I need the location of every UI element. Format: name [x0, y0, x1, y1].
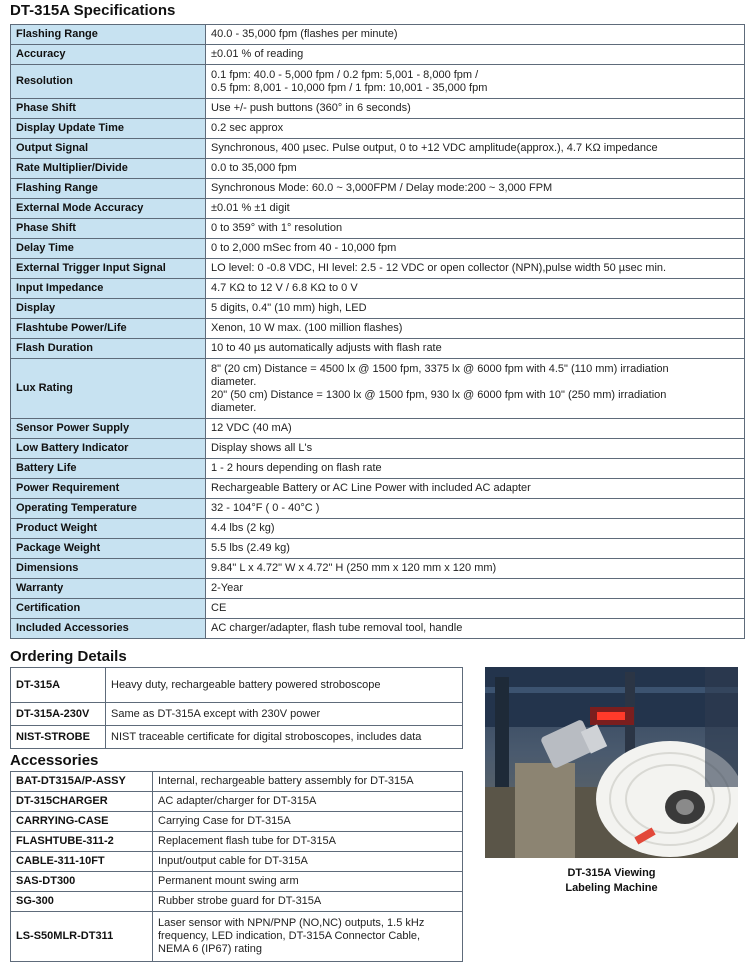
table-row [11, 65, 745, 99]
row-label: Sensor Power Supply [11, 419, 206, 439]
row-value-line: Carrying Case for DT-315A [158, 815, 291, 827]
row-value [106, 668, 463, 703]
row-value [206, 319, 745, 339]
row-value-line: NIST traceable certificate for digital stroboscopes, includes data [111, 730, 422, 743]
row-value-line: Internal, rechargeable battery assembly for DT-315A [158, 775, 414, 787]
row-value [106, 703, 463, 726]
table-row [11, 479, 745, 499]
row-value [206, 619, 745, 639]
row-value [206, 559, 745, 579]
row-value [206, 299, 745, 319]
photo-caption-line: DT-315A Viewing [567, 867, 656, 879]
row-value-line: diameter. [211, 375, 257, 388]
row-label: FLASHTUBE-311-2 [11, 832, 153, 852]
row-value [206, 539, 745, 559]
table-row [11, 772, 463, 792]
row-value-line: 0.1 fpm: 40.0 - 5,000 fpm / 0.2 fpm: 5,001 - 8,000 fpm / [211, 68, 479, 81]
table-row [11, 419, 745, 439]
row-value [206, 179, 745, 199]
row-value [206, 25, 745, 45]
accessories-title: Accessories [10, 752, 99, 769]
table-row [11, 279, 745, 299]
ordering-table [10, 667, 463, 749]
table-row [11, 299, 745, 319]
table-row [11, 159, 745, 179]
table-row [11, 579, 745, 599]
row-value [153, 772, 463, 792]
row-value [206, 139, 745, 159]
row-label: Display Update Time [11, 119, 206, 139]
row-value-line: 4.4 lbs (2 kg) [211, 522, 275, 534]
row-value-line: AC charger/adapter, flash tube removal tool, handle [211, 622, 463, 634]
table-row [11, 726, 463, 749]
row-label: Input Impedance [11, 279, 206, 299]
row-value [106, 726, 463, 749]
table-row [11, 559, 745, 579]
row-label: BAT-DT315A/P-ASSY [11, 772, 153, 792]
row-value-line: 4.7 KΩ to 12 V / 6.8 KΩ to 0 V [211, 282, 358, 294]
row-value [153, 792, 463, 812]
row-label: CABLE-311-10FT [11, 852, 153, 872]
row-value [206, 219, 745, 239]
row-value [153, 872, 463, 892]
row-value [206, 65, 745, 99]
row-value-line: Use +/- push buttons (360° in 6 seconds) [211, 102, 411, 114]
row-value [206, 279, 745, 299]
row-label: CARRYING-CASE [11, 812, 153, 832]
table-row [11, 459, 745, 479]
row-value [153, 852, 463, 872]
table-row [11, 892, 463, 912]
row-label: NIST-STROBE [11, 726, 106, 749]
row-label: Flash Duration [11, 339, 206, 359]
row-value-line: ±0.01 % of reading [211, 48, 304, 60]
table-row [11, 703, 463, 726]
row-value-line: LO level: 0 -0.8 VDC, HI level: 2.5 - 12 VDC or open collector (NPN),pulse width 50 µsec min. [211, 262, 667, 274]
photo-caption-line: Labeling Machine [565, 882, 658, 894]
table-row [11, 139, 745, 159]
photo-caption [485, 866, 738, 896]
row-label: Resolution [11, 65, 206, 99]
row-label: Included Accessories [11, 619, 206, 639]
table-row [11, 339, 745, 359]
accessories-table [10, 771, 463, 962]
row-label: Warranty [11, 579, 206, 599]
row-value-line: Laser sensor with NPN/PNP (NO,NC) outputs, 1.5 kHz [158, 917, 425, 929]
row-value-line: CE [211, 602, 227, 614]
row-label: Certification [11, 599, 206, 619]
table-row [11, 519, 745, 539]
table-row [11, 199, 745, 219]
row-value-line: Input/output cable for DT-315A [158, 855, 308, 867]
row-value [206, 419, 745, 439]
row-label: External Mode Accuracy [11, 199, 206, 219]
row-label: Product Weight [11, 519, 206, 539]
row-value-line: 0 to 2,000 mSec from 40 - 10,000 fpm [211, 242, 397, 254]
row-value [206, 339, 745, 359]
row-value-line: 10 to 40 µs automatically adjusts with flash rate [211, 342, 442, 354]
row-value-line: Synchronous Mode: 60.0 ~ 3,000FPM / Delay mode:200 ~ 3,000 FPM [211, 182, 553, 194]
row-value [206, 439, 745, 459]
row-value [206, 99, 745, 119]
row-value-line: 0 to 359° with 1° resolution [211, 222, 343, 234]
row-value-line: 0.5 fpm: 8,001 - 10,000 fpm / 1 fpm: 10,001 - 35,000 fpm [211, 81, 488, 94]
row-value-line: Permanent mount swing arm [158, 875, 299, 887]
row-label: LS-S50MLR-DT311 [11, 912, 153, 962]
row-value-line: 5 digits, 0.4" (10 mm) high, LED [211, 302, 367, 314]
spec-table [10, 24, 745, 639]
row-value [206, 459, 745, 479]
table-row [11, 25, 745, 45]
row-value [206, 45, 745, 65]
table-row [11, 599, 745, 619]
row-label: Flashing Range [11, 179, 206, 199]
row-label: Operating Temperature [11, 499, 206, 519]
table-row [11, 179, 745, 199]
row-value-line: Xenon, 10 W max. (100 million flashes) [211, 322, 403, 334]
row-value-line: 8" (20 cm) Distance = 4500 lx @ 1500 fpm, 3375 lx @ 6000 fpm with 4.5" (110 mm) irradiation [211, 362, 669, 375]
row-value-line: Rechargeable Battery or AC Line Power with included AC adapter [211, 482, 531, 494]
row-value-line: Display shows all L's [211, 442, 313, 454]
row-value-line: Heavy duty, rechargeable battery powered stroboscope [111, 678, 381, 691]
row-value [153, 912, 463, 962]
row-value [206, 239, 745, 259]
row-label: Accuracy [11, 45, 206, 65]
row-value-line: AC adapter/charger for DT-315A [158, 795, 317, 807]
row-label: SG-300 [11, 892, 153, 912]
row-label: Dimensions [11, 559, 206, 579]
row-label: DT-315A-230V [11, 703, 106, 726]
row-value-line: 20" (50 cm) Distance = 1300 lx @ 1500 fpm, 930 lx @ 6000 fpm with 10" (250 mm) irradiation [211, 388, 667, 401]
row-value [206, 359, 745, 419]
row-label: Package Weight [11, 539, 206, 559]
row-label: DT-315CHARGER [11, 792, 153, 812]
table-row [11, 45, 745, 65]
row-label: Low Battery Indicator [11, 439, 206, 459]
table-row [11, 119, 745, 139]
row-value [206, 479, 745, 499]
row-label: Battery Life [11, 459, 206, 479]
row-label: Phase Shift [11, 219, 206, 239]
spec-title: DT-315A Specifications [10, 2, 176, 19]
row-value [206, 599, 745, 619]
table-row [11, 812, 463, 832]
row-value-line: 5.5 lbs (2.49 kg) [211, 542, 290, 554]
row-value-line: NEMA 6 (IP67) rating [158, 943, 262, 955]
row-value-line: 0.0 to 35,000 fpm [211, 162, 297, 174]
table-row [11, 852, 463, 872]
row-value [206, 259, 745, 279]
row-value [206, 519, 745, 539]
row-value [206, 119, 745, 139]
row-value [153, 892, 463, 912]
row-value [206, 199, 745, 219]
row-value-line: 9.84" L x 4.72" W x 4.72" H (250 mm x 120 mm x 120 mm) [211, 562, 497, 574]
table-row [11, 319, 745, 339]
row-value [206, 579, 745, 599]
ordering-title: Ordering Details [10, 648, 127, 665]
row-label: Rate Multiplier/Divide [11, 159, 206, 179]
row-value-line: 12 VDC (40 mA) [211, 422, 292, 434]
table-row [11, 439, 745, 459]
table-row [11, 832, 463, 852]
row-label: Lux Rating [11, 359, 206, 419]
row-value-line: 32 - 104°F ( 0 - 40°C ) [211, 502, 320, 514]
row-value-line: 40.0 - 35,000 fpm (flashes per minute) [211, 28, 398, 40]
table-row [11, 259, 745, 279]
labeling-machine-photo [485, 667, 738, 858]
row-label: DT-315A [11, 668, 106, 703]
row-value-line: Same as DT-315A except with 230V power [111, 707, 321, 720]
row-label: Power Requirement [11, 479, 206, 499]
table-row [11, 539, 745, 559]
row-label: Flashtube Power/Life [11, 319, 206, 339]
row-label: Flashing Range [11, 25, 206, 45]
row-value-line: frequency, LED indication, DT-315A Connector Cable, [158, 930, 421, 942]
row-value-line: diameter. [211, 401, 257, 414]
row-label: Display [11, 299, 206, 319]
row-label: Phase Shift [11, 99, 206, 119]
row-value-line: ±0.01 % ±1 digit [211, 202, 290, 214]
table-row [11, 219, 745, 239]
row-label: Output Signal [11, 139, 206, 159]
table-row [11, 792, 463, 812]
row-value [153, 812, 463, 832]
row-label: Delay Time [11, 239, 206, 259]
row-value-line: 2-Year [211, 582, 244, 594]
row-value-line: Synchronous, 400 µsec. Pulse output, 0 to +12 VDC amplitude(approx.), 4.7 KΩ impedance [211, 142, 658, 154]
table-row [11, 912, 463, 962]
row-value [206, 499, 745, 519]
labeling-machine-illustration [485, 667, 738, 858]
table-row [11, 239, 745, 259]
table-row [11, 99, 745, 119]
table-row [11, 359, 745, 419]
row-value-line: Rubber strobe guard for DT-315A [158, 895, 322, 907]
table-row [11, 872, 463, 892]
table-row [11, 499, 745, 519]
table-row [11, 619, 745, 639]
row-value-line: 0.2 sec approx [211, 122, 284, 134]
table-row [11, 668, 463, 703]
row-value-line: 1 - 2 hours depending on flash rate [211, 462, 382, 474]
row-label: External Trigger Input Signal [11, 259, 206, 279]
row-value [153, 832, 463, 852]
row-value [206, 159, 745, 179]
row-value-line: Replacement flash tube for DT-315A [158, 835, 336, 847]
row-label: SAS-DT300 [11, 872, 153, 892]
